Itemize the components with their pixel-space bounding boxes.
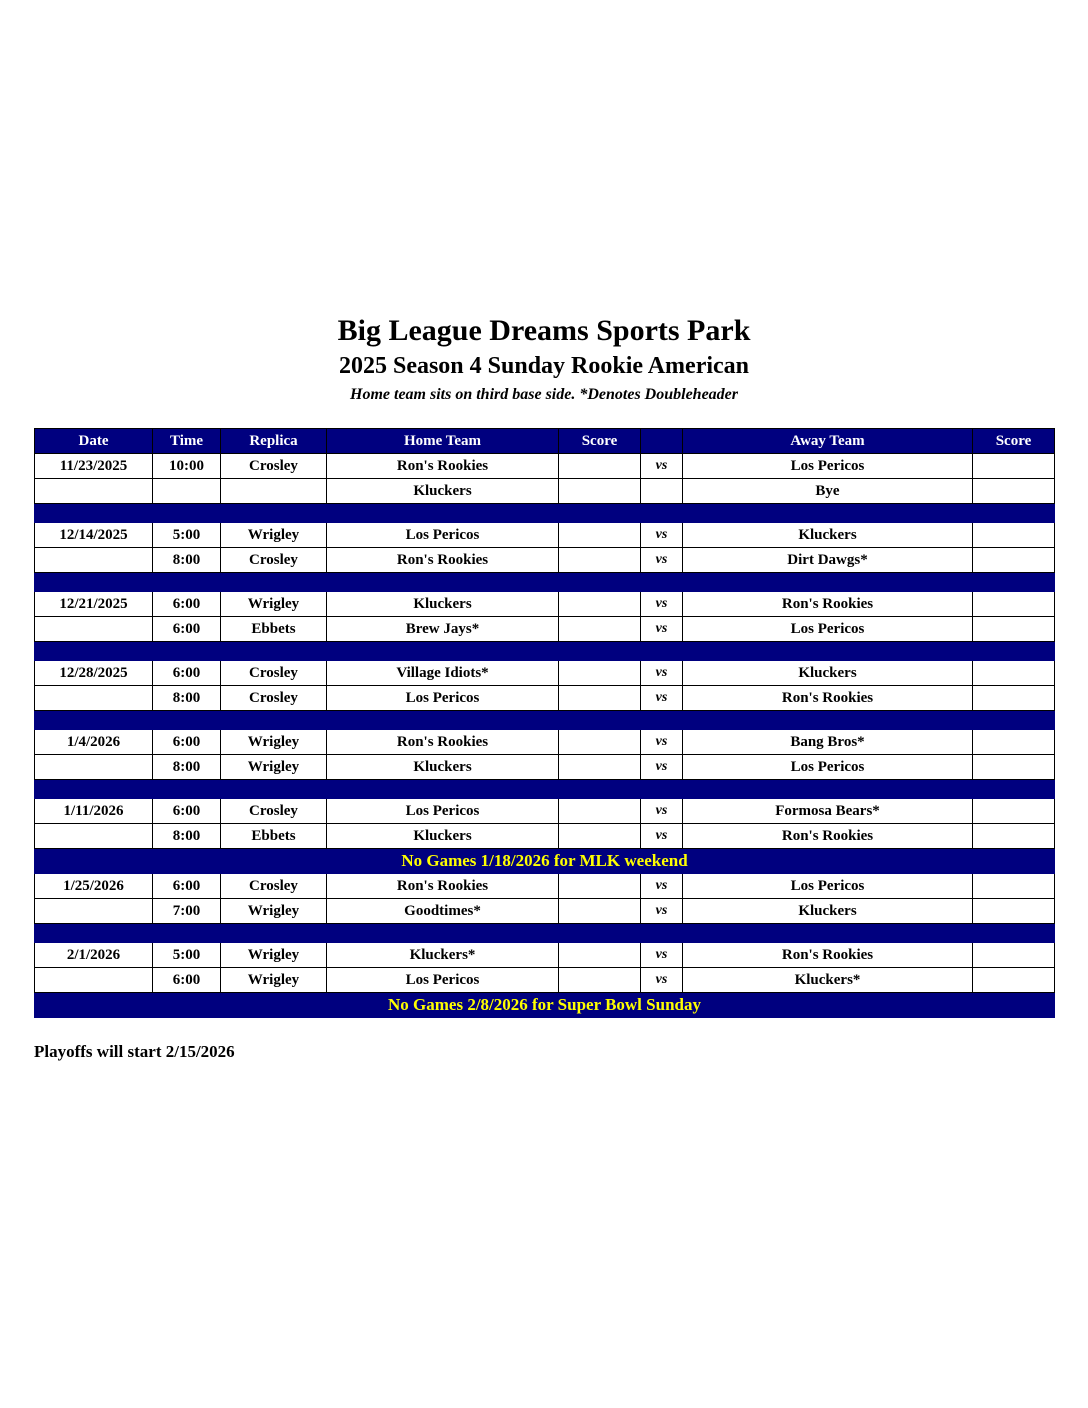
cell-away-team: Kluckers [683,899,973,924]
cell-home-score[interactable] [559,479,641,504]
cell-date: 11/23/2025 [35,454,153,479]
cell-home-team: Kluckers [327,755,559,780]
cell-home-team: Ron's Rookies [327,874,559,899]
table-row [35,479,1055,504]
cell-away-score[interactable] [973,523,1055,548]
table-row [35,686,1055,711]
table-row [35,454,1055,479]
cell-away-team: Formosa Bears* [683,799,973,824]
cell-date: 12/28/2025 [35,661,153,686]
cell-date: 12/14/2025 [35,523,153,548]
page-subtitle: 2025 Season 4 Sunday Rookie American [338,353,750,379]
cell-date: 12/21/2025 [35,592,153,617]
cell-home-team: Ron's Rookies [327,548,559,573]
cell-home-score[interactable] [559,686,641,711]
cell-vs: vs [641,755,683,780]
cell-date [35,968,153,993]
spacer-cell [35,504,1055,523]
cell-replica: Crosley [221,874,327,899]
cell-away-score[interactable] [973,943,1055,968]
cell-vs: vs [641,874,683,899]
cell-replica: Wrigley [221,755,327,780]
cell-date [35,824,153,849]
cell-replica: Crosley [221,548,327,573]
cell-vs: vs [641,799,683,824]
cell-date [35,899,153,924]
cell-home-score[interactable] [559,730,641,755]
cell-date: 1/4/2026 [35,730,153,755]
cell-home-team: Kluckers [327,592,559,617]
cell-vs: vs [641,968,683,993]
table-row [35,824,1055,849]
cell-time: 6:00 [153,968,221,993]
cell-away-team: Los Pericos [683,454,973,479]
cell-away-score[interactable] [973,874,1055,899]
cell-away-score[interactable] [973,479,1055,504]
cell-time: 6:00 [153,592,221,617]
cell-away-score[interactable] [973,968,1055,993]
cell-home-team: Brew Jays* [327,617,559,642]
cell-replica: Ebbets [221,824,327,849]
footer-note: Playoffs will start 2/15/2026 [34,1042,235,1061]
table-row [35,617,1055,642]
schedule-table [34,428,1055,1018]
cell-away-score[interactable] [973,686,1055,711]
cell-home-score[interactable] [559,943,641,968]
table-row [35,523,1055,548]
table-row [35,799,1055,824]
cell-replica: Wrigley [221,523,327,548]
table-row [35,592,1055,617]
document-header [0,313,1088,406]
cell-away-score[interactable] [973,454,1055,479]
cell-away-score[interactable] [973,799,1055,824]
cell-time: 10:00 [153,454,221,479]
cell-away-team: Los Pericos [683,874,973,899]
cell-away-team: Bang Bros* [683,730,973,755]
cell-home-team: Goodtimes* [327,899,559,924]
cell-vs: vs [641,730,683,755]
header-note: Home team sits on third base side. *Denotes Doubleheader [350,386,738,403]
table-spacer-row [35,504,1055,523]
cell-home-team: Los Pericos [327,686,559,711]
cell-away-team: Ron's Rookies [683,824,973,849]
cell-time: 5:00 [153,943,221,968]
table-spacer-row [35,711,1055,730]
cell-date: 1/11/2026 [35,799,153,824]
spacer-cell [35,573,1055,592]
cell-away-score[interactable] [973,824,1055,849]
column-header-vs [641,429,683,454]
table-row [35,943,1055,968]
cell-away-team: Kluckers [683,661,973,686]
cell-home-score[interactable] [559,592,641,617]
table-spacer-row [35,642,1055,661]
column-header-home-team: Home Team [327,429,559,454]
table-body [35,454,1055,1018]
table-spacer-row [35,573,1055,592]
cell-date [35,755,153,780]
cell-away-team: Ron's Rookies [683,592,973,617]
cell-away-team: Ron's Rookies [683,686,973,711]
cell-vs: vs [641,661,683,686]
cell-time: 6:00 [153,799,221,824]
cell-away-team: Kluckers* [683,968,973,993]
cell-home-score[interactable] [559,548,641,573]
cell-time: 8:00 [153,686,221,711]
cell-away-team: Kluckers [683,523,973,548]
spacer-cell [35,642,1055,661]
cell-vs: vs [641,548,683,573]
notice-text: No Games 1/18/2026 for MLK weekend [35,849,1055,874]
table-row [35,899,1055,924]
cell-replica: Wrigley [221,592,327,617]
table-row [35,874,1055,899]
cell-away-score[interactable] [973,755,1055,780]
cell-replica: Wrigley [221,730,327,755]
cell-time: 6:00 [153,730,221,755]
cell-date: 1/25/2026 [35,874,153,899]
cell-vs: vs [641,592,683,617]
cell-replica: Wrigley [221,943,327,968]
cell-home-team: Ron's Rookies [327,730,559,755]
cell-home-score[interactable] [559,755,641,780]
column-header-home-score: Score [559,429,641,454]
cell-vs: vs [641,943,683,968]
cell-time: 5:00 [153,523,221,548]
cell-home-team: Los Pericos [327,968,559,993]
cell-time: 6:00 [153,874,221,899]
cell-away-score[interactable] [973,592,1055,617]
table-row [35,968,1055,993]
cell-home-team: Kluckers [327,824,559,849]
cell-home-score[interactable] [559,617,641,642]
table-spacer-row [35,924,1055,943]
table-row [35,730,1055,755]
table-row [35,548,1055,573]
cell-away-team: Bye [683,479,973,504]
cell-away-team: Los Pericos [683,755,973,780]
cell-away-score[interactable] [973,661,1055,686]
spacer-cell [35,780,1055,799]
table-header-row [35,429,1055,454]
cell-time: 8:00 [153,548,221,573]
cell-home-score[interactable] [559,874,641,899]
cell-date [35,548,153,573]
cell-home-team: Village Idiots* [327,661,559,686]
cell-home-team: Kluckers [327,479,559,504]
cell-vs: vs [641,617,683,642]
cell-home-score[interactable] [559,799,641,824]
cell-home-score[interactable] [559,824,641,849]
cell-time: 8:00 [153,824,221,849]
cell-away-team: Dirt Dawgs* [683,548,973,573]
spacer-cell [35,711,1055,730]
cell-away-score[interactable] [973,617,1055,642]
column-header-away-team: Away Team [683,429,973,454]
page-title: Big League Dreams Sports Park [337,314,751,347]
cell-away-score[interactable] [973,730,1055,755]
column-header-date: Date [35,429,153,454]
cell-replica: Wrigley [221,899,327,924]
cell-away-team: Ron's Rookies [683,943,973,968]
table-notice-row [35,849,1055,874]
cell-vs [641,479,683,504]
cell-vs: vs [641,454,683,479]
cell-time: 7:00 [153,899,221,924]
cell-vs: vs [641,523,683,548]
cell-home-team: Ron's Rookies [327,454,559,479]
table-notice-row [35,993,1055,1018]
column-header-replica: Replica [221,429,327,454]
cell-away-team: Los Pericos [683,617,973,642]
cell-replica: Crosley [221,661,327,686]
cell-home-team: Kluckers* [327,943,559,968]
cell-date [35,617,153,642]
cell-away-score[interactable] [973,899,1055,924]
cell-time: 6:00 [153,661,221,686]
cell-vs: vs [641,824,683,849]
table-spacer-row [35,780,1055,799]
cell-replica: Crosley [221,686,327,711]
cell-vs: vs [641,686,683,711]
cell-time [153,479,221,504]
cell-vs: vs [641,899,683,924]
cell-home-score[interactable] [559,899,641,924]
cell-away-score[interactable] [973,548,1055,573]
cell-time: 6:00 [153,617,221,642]
cell-home-score[interactable] [559,661,641,686]
cell-date: 2/1/2026 [35,943,153,968]
cell-time: 8:00 [153,755,221,780]
cell-replica: Ebbets [221,617,327,642]
cell-replica [221,479,327,504]
notice-text: No Games 2/8/2026 for Super Bowl Sunday [35,993,1055,1018]
column-header-away-score: Score [973,429,1055,454]
cell-home-team: Los Pericos [327,799,559,824]
cell-home-score[interactable] [559,968,641,993]
column-header-time: Time [153,429,221,454]
spacer-cell [35,924,1055,943]
cell-date [35,686,153,711]
cell-replica: Crosley [221,799,327,824]
cell-replica: Wrigley [221,968,327,993]
cell-replica: Crosley [221,454,327,479]
cell-home-score[interactable] [559,523,641,548]
cell-home-team: Los Pericos [327,523,559,548]
table-row [35,755,1055,780]
cell-home-score[interactable] [559,454,641,479]
cell-date [35,479,153,504]
table-row [35,661,1055,686]
